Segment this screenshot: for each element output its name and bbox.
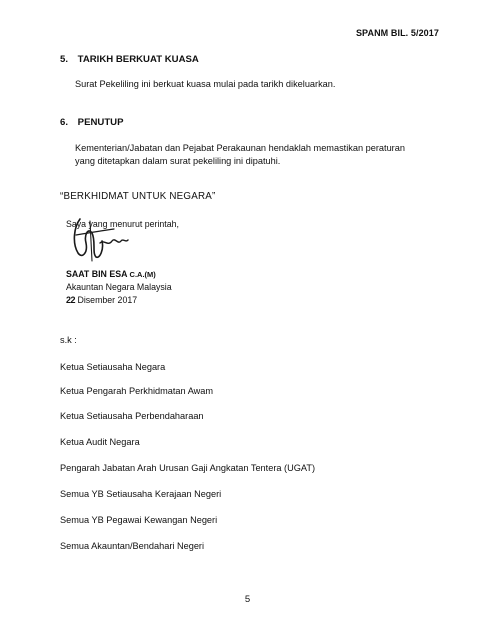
section-5-body: Surat Pekeliling ini berkuat kuasa mulai pada tarikh dikeluarkan. [75,79,336,89]
page-number: 5 [244,594,251,605]
section-5-heading [60,54,199,65]
signatory-name-text: SAAT BIN ESA [66,269,128,279]
cc-recipient: Ketua Pengarah Perkhidmatan Awam [60,386,214,396]
section-6-number: 6. [60,117,69,128]
section-5-number: 5. [60,54,69,65]
cc-recipient: Ketua Setiausaha Perbendaharaan [60,411,204,421]
cc-recipient: Semua YB Pegawai Kewangan Negeri [60,515,218,525]
cc-recipient: Ketua Setiausaha Negara [60,362,166,372]
signatory-title: Akauntan Negara Malaysia [66,282,172,292]
signing-date-day: 22 [66,295,76,305]
section-6-title: PENUTUP [77,117,124,128]
cc-recipient: Ketua Audit Negara [60,437,140,447]
signatory-suffix: C.A.(M) [129,270,156,279]
cc-recipient: Semua YB Setiausaha Kerajaan Negeri [60,489,222,499]
signatory-name [66,269,156,279]
signing-date-rest: Disember 2017 [77,295,138,305]
cc-recipient: Semua Akauntan/Bendahari Negeri [60,541,205,551]
section-6-heading [60,117,124,128]
cc-label: s.k : [60,335,77,345]
order-line: Saya yang menurut perintah, [66,219,179,229]
document-reference: SPANM BIL. 5/2017 [355,28,439,38]
section-6-body-line-2: yang ditetapkan dalam surat pekeliling ini dipatuhi. [75,156,281,166]
cc-recipient: Pengarah Jabatan Arah Urusan Gaji Angkatan Tentera (UGAT) [60,463,316,473]
section-6-body-line-1: Kementerian/Jabatan dan Pejabat Perakaunan hendaklah memastikan peraturan [75,143,405,153]
signing-date [66,295,137,305]
handwritten-signature [70,213,140,265]
motto: “BERKHIDMAT UNTUK NEGARA” [60,191,216,202]
section-5-title: TARIKH BERKUAT KUASA [77,54,199,65]
